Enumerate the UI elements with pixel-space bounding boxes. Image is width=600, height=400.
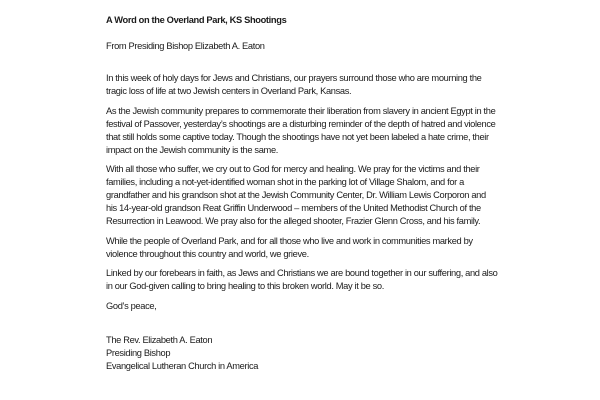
paragraph: Linked by our forebears in faith, as Jews and Christians we are bound together in our suffering, and also in our God-given calling to bring healing to this broken world. May it be so.	[106, 268, 498, 291]
paragraph: With all those who suffer, we cry out to God for mercy and healing. We pray for the victims and their families, including a not-yet-identified woman shot in the parking lot of Village Shalom, and for a grandfather and his grandson shot at the Jewish Community Center, Dr. William Lewis Corporon and his 14-year-old grandson Reat Griffin Underwood – members of the United Methodist Church of the Resurrection in Leawood. We pray also for the alleged shooter, Frazier Glenn Cross, and his family.	[106, 164, 486, 226]
signature-block	[106, 334, 498, 373]
signature-line: The Rev. Elizabeth A. Eaton	[106, 334, 213, 345]
paragraph: While the people of Overland Park, and for all those who live and work in communities marked by violence throughout this country and world, we grieve.	[106, 235, 473, 259]
document-title: A Word on the Overland Park, KS Shootings	[106, 15, 287, 25]
signature-line: Presiding Bishop	[106, 347, 171, 358]
letter-body	[106, 14, 498, 373]
paragraph: As the Jewish community prepares to commemorate their liberation from slavery in ancient Egypt in the festival of Passover, yesterday’s shootings are a disturbing reminder of the depth of hatred and violence that still holds some captive today. Though the shootings have not yet been labeled a hate crime, their impact on the Jewish community is the same.	[106, 105, 496, 155]
paragraph: In this week of holy days for Jews and Christians, our prayers surround those who are mourning the tragic loss of life at two Jewish centers in Overland Park, Kansas.	[106, 73, 482, 96]
signature-line: Evangelical Lutheran Church in America	[106, 360, 259, 371]
closing-salutation: God’s peace,	[106, 300, 157, 311]
byline: From Presiding Bishop Elizabeth A. Eaton	[106, 41, 265, 51]
